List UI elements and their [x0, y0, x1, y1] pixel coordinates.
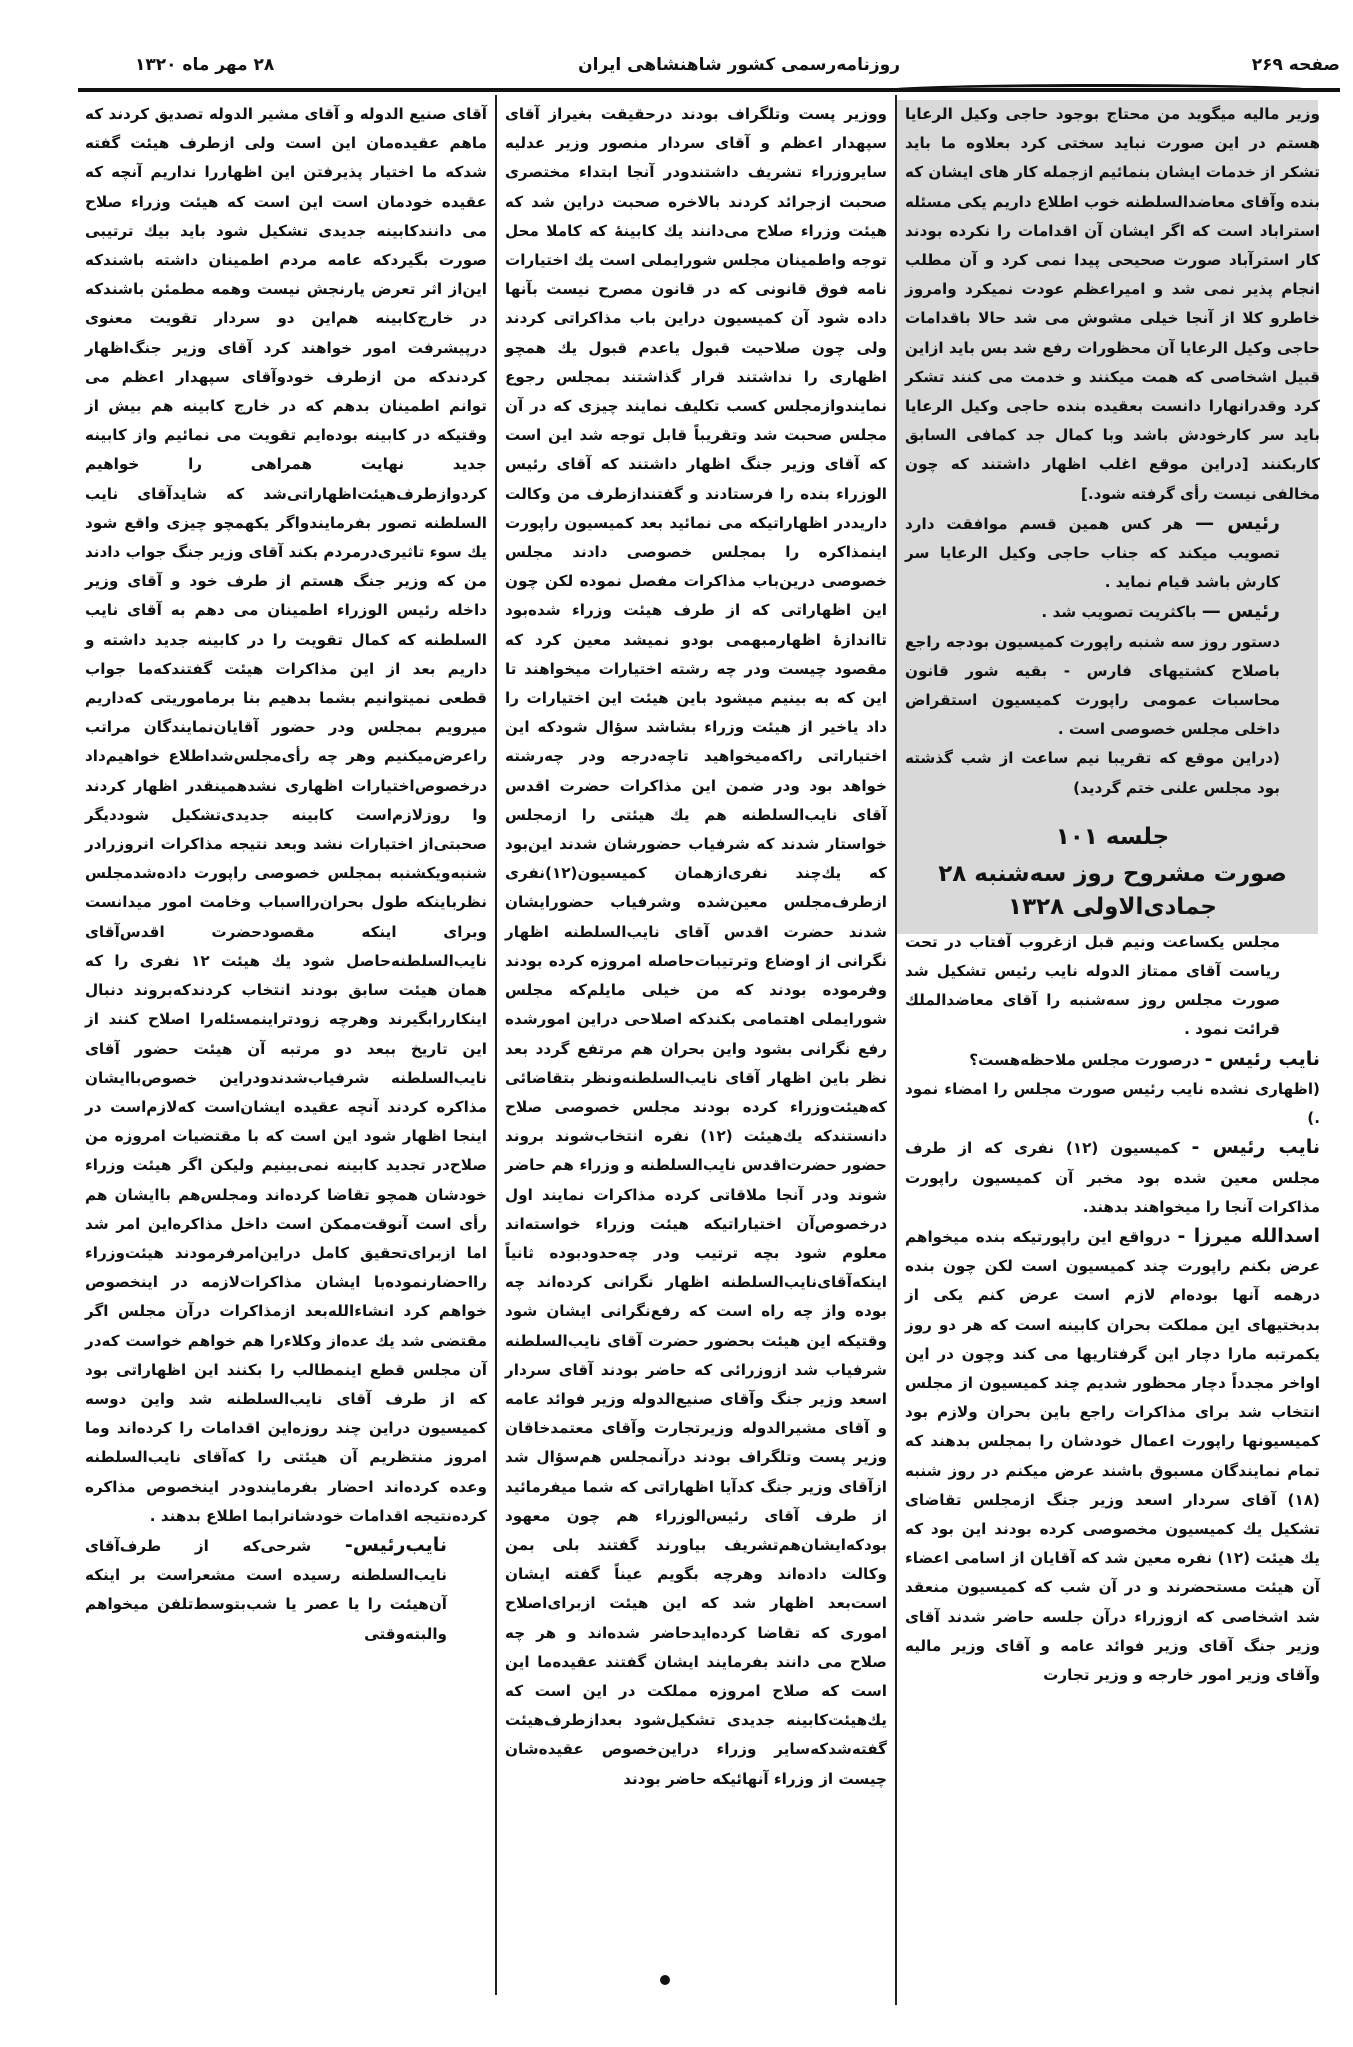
session-heading-date: جمادی‌الاولی ۱۳۲۸: [1008, 893, 1217, 920]
column-divider-left: [495, 95, 497, 1995]
speaker-label: نایب‌رئیس-: [344, 1533, 447, 1556]
speech-text: کمیسیون (۱۲) نفری که از طرف مجلس معین شده بود مخبر آن کمیسیون راپورت مذاکرات آنجا را میخواهند بدهند.: [905, 1139, 1320, 1216]
issue-date: ۲۸ مهر ماه ۱۳۲۰: [135, 55, 275, 75]
paragraph: مجلس یکساعت ونیم قبل ازغروب آفتاب در تحت ریاست آقای ممتاز الدوله نایب رئیس تشکیل شد صورت مجلس روز سه‌شنبه را آقای معاضدالملك قرائت نمود .: [905, 932, 1280, 1039]
closing-note: (دراین موقع که تقریبا نیم ساعت از شب گذشته بود مجلس علنی ختم گردید): [905, 749, 1280, 797]
speech-text: شرحی‌که از طرف‌آقای نایب‌السلطنه رسیده است مشعراست بر اینکه آن‌هیئت را یا عصر یا شب‌بتوسط‌تلفن میخواهم والبته‌وقتی: [85, 1536, 447, 1643]
speaker-label: رئیس —: [1195, 511, 1280, 534]
column-middle: [505, 100, 887, 1794]
speaker-paragraph: [905, 509, 1320, 598]
page-number: صفحه ۲۶۹: [1251, 55, 1340, 75]
speaker-label: نایب رئیس -: [1191, 1136, 1320, 1159]
agenda-paragraph: دستور روز سه شنبه راپورت کمیسیون بودجه راجع باصلاح کشتیهای فارس - بقیه شور قانون محاسبات عمومی راپورت کمیسیون استقراض داخلی مجلس خصوصی است .: [905, 632, 1280, 739]
speaker-paragraph: [905, 1045, 1320, 1075]
column-divider-right: [895, 95, 897, 2005]
session-heading-number: جلسه ۱۰۱: [1055, 823, 1170, 850]
paragraph: وزیر مالیه میگوید من محتاج بوجود حاجی وکیل الرعایا هستم در این صورت نباید سختی کرد بعلاوه ما باید تشکر از خدمات ایشان بنمائیم ازجمله کار های ایشان که بنده وآقای معاضدالسلطنه خوب اطلاع داریم یکی مسئله استراباد است که اگر ایشان آن اقدامات را نکرده بودند کار استرآباد صورت صحیحی پیدا نمی کرد و آن مطلب انجام پذیر نمی شد و امیراعظم عودت نمیکرد وامروز خاطرو کلا از آنجا خیلی مشوش می شد حالا باقدامات حاجی وکیل الرعایا آن محظورات رفع شد بس باید ازاین قبیل اشخاصی که همت میکنند و خدمت می کنند تشکر کرد وقدرانهارا دانست بعقیده بنده حاجی وکیل الرعایا باید سر کارخودش باشد وبا کمال جد کمافی السابق کاربکنند [دراین موقع اغلب اظهار داشتند که چون مخالفی نیست رأی گرفته شود.]: [905, 105, 1320, 503]
speaker-label: رئیس —: [1201, 600, 1280, 623]
speaker-paragraph: [905, 1222, 1320, 1690]
speech-text: درواقع این راپورتیکه بنده میخواهم عرض بکنم راپورت چند کمیسیون است لکن چون بنده درهمه آنها بوده‌ام لازم است عرض کنم یکی از بدبختیهای این مملکت بحران کابینه است که هر دو روز یکمرتبه مارا دچار این گرفتاریها می کند وچون در این اواخر مجدداً دچار محظور شدیم چند کمیسیون از مجلس انتخاب شد برای مذاکرات راجع باین بحران ولازم بود کمیسیونها راپورت اعمال خودشان را بمجلس بدهند که تمام نمایندگان مسبوق باشند عرض میکنم در روز شنبه (۱۸) آقای سردار اسعد وزیر جنگ ازمجلس تقاضای تشکیل یك کمیسیون مخصوصی کرده بودند این بود که یك هیئت (۱۲) نفره معین شد که آقایان از اسامی اعضاء آن هیئت مستحضرند و در آن شب که کمیسیون منعقد شد اشخاصی که ازوزراء درآن جلسه حاضر شدند آقای وزیر جنگ آقای وزیر فوائد عامه و آقای وزیر مالیه وآقای وزیر امور خارجه و وزیر تجارت: [905, 1227, 1320, 1684]
newspaper-title: روزنامه‌رسمی کشور شاهنشاهی ایران: [578, 55, 900, 75]
speech-text: باکثریت تصویب شد .: [1041, 603, 1202, 622]
session-heading-title: صورت مشروح روز سه‌شنبه ۲۸: [938, 860, 1287, 887]
paragraph: (اظهاری نشده نایب رئیس صورت مجلس را امضاء نمود .): [905, 1079, 1320, 1128]
page-header: [80, 45, 1340, 85]
speech-text: درصورت مجلس ملاحظه‌هست؟: [969, 1050, 1205, 1069]
paragraph: آقای صنیع الدوله و آقای مشیر الدوله تصدیق کردند که ماهم عقیده‌مان این است ولی ازطرف هیئت گفته شدکه ما اختیار پذیرفتن این اظهاررا نداریم آنچه که عقیده خودمان است این است که هیئت وزراء صلاح می دانندکابینه جدیدی تشکیل شود باید بیك ترتیبی صورت بگیردکه عامه مردم اطمینان داشته باشندکه این‌از اثر تعرض یارنجش نیست وهمه مطمئن باشندکه در خارج‌کابینه هم‌این دو سردار تقویت معنوی درپیشرفت امور خواهند کرد آقای وزیر جنگ‌اظهار کردندکه من ازطرف خودوآقای سپهدار اعظم می توانم اطمینان بدهم که در خارج کابینه هم بیش از وقتیکه در کابینه بوده‌ایم تقویت می نمائیم واز کابینه جدید نهایت همراهی را خواهیم کردوازطرف‌هیئت‌اظهاراتی‌شد که شایدآقای نایب السلطنه تصور بفرمایندواگر یکهمچو چیزی واقع شود یك سوء تاثیری‌درمردم بکند آقای وزیر جنگ جواب دادند من که وزیر جنگ هستم از طرف خود و آقای وزیر داخله رئیس الوزراء اطمینان می دهم به آقای نایب السلطنه که کمال تقویت را در کابینه جدید داشته و داریم بعد از این مذاکرات هیئت گفتندکه‌ما جواب قطعی نمیتوانیم بشما بدهیم بنا برماموریتی که‌داریم میرویم بمجلس ودر حضور آقایان‌نمایندگان مراتب راعرض‌میکنیم وهر چه رأی‌مجلس‌شداطلاع خواهیم‌داد درخصوص‌اختیارات اظهاری نشدهمینقدر اظهار کردند وا روزلازم‌است کابینه جدیدی‌تشکیل شوددیگر صحبتی‌از اختیارات نشد وبعد نتیجه مذاکرات انروزرادر شنبه‌ویکشنبه بمجلس خصوصی راپورت داده‌شدمجلس نظرباینکه طول بحران‌رااسباب وخامت امور میدانست وبرای اینکه مقصودحضرت اقدس‌آقای نایب‌السلطنه‌حاصل شود یك هیئت ۱۲ نفری را که همان هیئت سابق بودند انتخاب کردندکه‌بروند دنبال اینکاررابگیرند وهرچه زودتراینمسئله‌را اصلاح کنند از این تاریخ ببعد دو مرتبه آن هیئت حضور آقای نایب‌السلطنه شرفیاب‌شدندودراین خصوص‌باایشان مذاکره کردند آنچه عقیده ایشان‌است که‌لازم‌است در اینجا اظهار شود این است که با مقتضیات امروزه من صلاح‌در تجدید کابینه نمی‌بینیم ولیکن اگر هیئت وزراء خودشان همچو تقاضا کرده‌اند ومجلس‌هم باایشان هم رأی است آنوقت‌ممکن است داخل مذاکره‌این امر شد اما ازبرای‌تحقیق کامل دراین‌امرفرمودند هیئت‌وزراء رااحضارنموده‌با ایشان مذاکرات‌لازمه در اینخصوص خواهم کرد انشاءالله‌بعد ازمذاکرات درآن مجلس اگر مقتضی شد یك عده‌از وکلاءرا هم خواهم خواست که‌در آن مجلس قطع اینمطالب را بکنند این اظهاراتی بود که از طرف آقای نایب‌السلطنه شد واین دوسه کمیسیون دراین چند روزه‌این اقدامات را کرده‌اند وما امروز منتظریم آن هیئتی را که‌آقای نایب‌السلطنه وعده کرده‌اند احضار بفرمایندودر اینخصوص مذاکره کرده‌نتیجه اقدامات خودشانرابما اطلاع بدهند .: [85, 105, 487, 1525]
column-right: [905, 100, 1320, 1690]
header-rule-curve: [880, 84, 1320, 97]
speaker-paragraph: [85, 1531, 487, 1649]
speaker-label: نایب رئیس -: [1204, 1047, 1320, 1070]
column-left: [85, 100, 487, 1649]
paragraph: ووزیر پست وتلگراف بودند درحقیقت بغیراز آقای سپهدار اعظم و آقای سردار منصور وزیر عدلیه سایروزراء تشریف داشتندودر آنجا ابتداء مختصری صحبت ازجرائد کردند بالاخره صحبت دراین شد که هیئت وزراء صلاح می‌دانند یك کابینهٔ که کاملا محل توجه واطمینان مجلس شورایملی است یك اختیارات نامه فوق قانونی که در قانون مصرح نیست بآنها داده شود آن کمیسیون دراین باب مذاکراتی کردند ولی چون صلاحیت قبول یاعدم قبول یك همچو اظهاری را نداشتند قرار گذاشتند بمجلس رجوع نمایندوازمجلس کسب تکلیف نمایند چیزی که در آن مجلس صحبت شد وتقریباً قابل توجه شد این است که آقای وزیر جنگ اظهار داشتند که آقای رئیس الوزراء بنده را فرستادند و گفتندازطرف من وکالت داریددر اظهاراتیکه می نمائید بعد کمیسیون راپورت اینمذاکره را بمجلس خصوصی دادند مجلس خصوصی درین‌باب مذاکرات مفصل نموده لکن چون این اظهاراتی که از طرف هیئت وزراء شده‌بود تااندازهٔ اظهارمبهمی بودو نمیشد معین کرد که مقصود چیست ودر چه رشته اختیارات میخواهند تا این که به بینیم میشود باین هیئت این اختیارات را داد یاخیر از هیئت وزراء بشاشد سؤال شودکه این اختیاراتی راکه‌میخواهید تاچه‌درجه ودر چه‌رشته خواهد بود ودر ضمن این مذاکرات حضرت اقدس آقای نایب‌السلطنه هم یك هیئتی را ازمجلس خواستار شدند که شرفیاب حضورشان شدند این‌بود که یك‌چند نفری‌ازهمان کمیسیون(۱۲)نفری ازطرف‌مجلس معین‌شده وشرفیاب حضورایشان شدند حضرت اقدس آقای نایب‌السلطنه اظهار نگرانی از اوضاع وترتیبات‌حاصله امروزه کرده بودند وفرموده بودند که من خیلی مایلم‌که مجلس شورایملی اهتمامی بکندکه اصلاحی دراین امورشده رفع نگرانی بشود واین بحران هم مرتفع گردد بعد نظر باین اظهار آقای نایب‌السلطنه‌ونظر بتقاضائی که‌هیئت‌وزراء کرده بودند مجلس خصوصی صلاح دانستندکه یك‌هیئت (۱۲) نفره انتخاب‌شوند بروند حضور حضرت‌اقدس نایب‌السلطنه و وزراء هم حاضر شوند ودر آنجا ملاقاتی کرده مذاکرات نمایند اول درخصوص‌آن اختیاراتیکه هیئت وزراء خواسته‌اند معلوم شود بچه ترتیب ودر چه‌حدودبوده ثانیاً اینکه‌آقای‌نایب‌السلطنه اظهار نگرانی کرده‌اند چه بوده واز چه راه است که رفع‌نگرانی ایشان شود وقتیکه این هیئت بحضور حضرت آقای نایب‌السلطنه شرفیاب شد ازوزرائی که حاضر بودند آقای سردار اسعد وزیر جنگ وآقای صنیع‌الدوله وزیر فوائد عامه و آقای مشیرالدوله وزیرتجارت وآقای معتمدخاقان وزیر پست وتلگراف بودند درآنمجلس هم‌سؤال شد ازآقای وزیر جنگ کدآیا اظهاراتی که شما میفرمائید از طرف آقای رئیس‌الوزراء هم چون معهود بودکه‌ایشان‌هم‌تشریف بیاورند گفتند بلی بمن وکالت داده‌اند وهرچه بگویم عیناً گفته ایشان است‌بعد اظهار شد که این هیئت ازبرای‌اصلاح اموری که تقاضا کرده‌ایدحاضر شده‌اند و هر چه صلاح می دانند بفرمایند ایشان گفتند عقیده‌ما این است که صلاح امروزه مملکت در این است که یك‌هیئت‌کابینه جدیدی تشکیل‌شود بعدازطرف‌هیئت گفته‌شدکه‌سایر وزراء دراین‌خصوص عقیده‌شان چیست از وزراء آنهائیکه حاضر بودند: [505, 105, 887, 1788]
speaker-paragraph: [905, 597, 1320, 627]
page-end-mark: [660, 1975, 670, 1985]
speaker-paragraph: [905, 1133, 1320, 1222]
speaker-label: اسدالله میرزا -: [1177, 1224, 1320, 1247]
speech-text: هر کس همین قسم موافقت دارد تصویب میکند که جناب حاجی وکیل الرعایا سر کارش باشد قیام نماید .: [905, 514, 1280, 592]
